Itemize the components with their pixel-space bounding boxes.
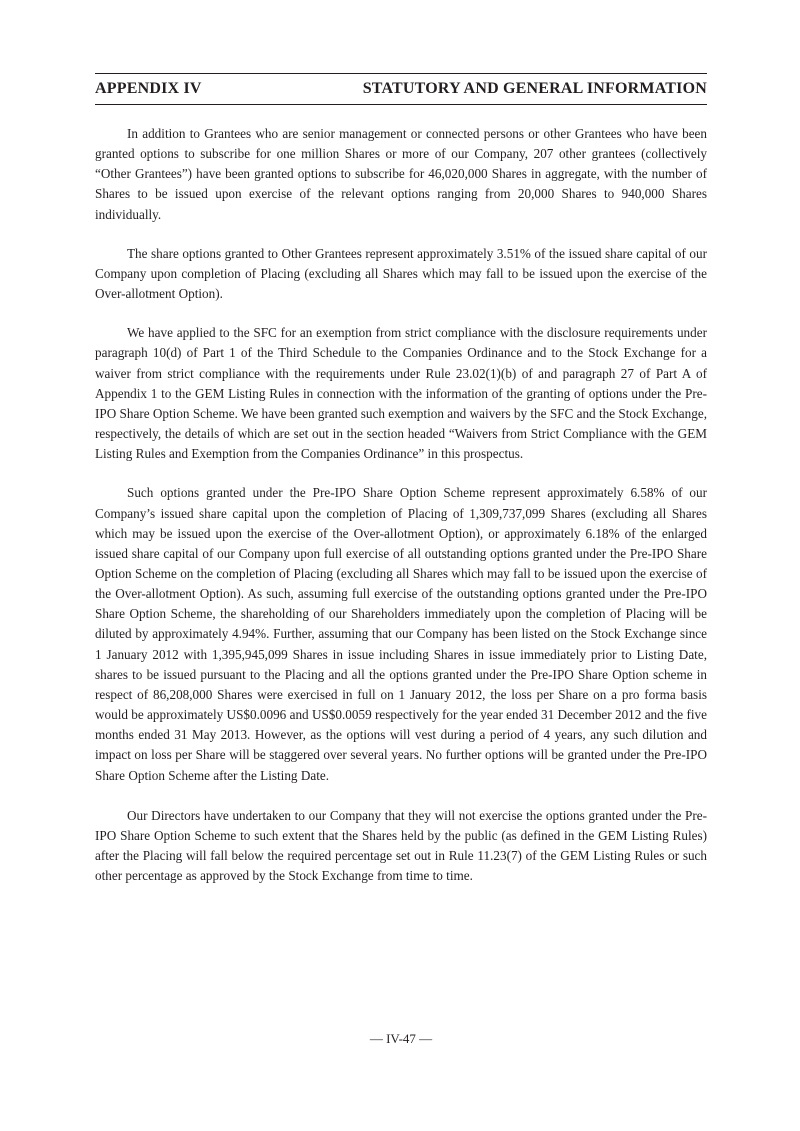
header-section-title: STATUTORY AND GENERAL INFORMATION	[362, 80, 707, 97]
paragraph-share-percentage: The share options granted to Other Grantees represent approximately 3.51% of the issued share capital of our Company upon completion of Placing (excluding all Shares which may fall to be issued upon the exercise of the Over-allotment Option).	[95, 245, 707, 302]
page-number: — IV-47 —	[369, 1031, 433, 1046]
paragraph-dilution: Such options granted under the Pre-IPO Share Option Scheme represent approximately 6.58% of our Company’s issued share capital upon the completion of Placing of 1,309,737,099 Shares (excluding all Shares which may be issued upon the exercise of the Over-allotment Option), or approximately 6.18% of the enlarged issued share capital of our Company upon full exercise of all outstanding options granted under the Pre-IPO Share Option Scheme on the completion of Placing (excluding all Shares which may fall to be issued upon the exercise of the Over-allotment Option). As such, assuming full exercise of the outstanding options granted under the Pre-IPO Share Option Scheme, the shareholding of our Shareholders immediately upon the completion of Placing will be diluted by approximately 4.94%. Further, assuming that our Company has been listed on the Stock Exchange since 1 January 2012 with 1,395,945,099 Shares in issue including Shares in issue immediately prior to Listing Date, shares to be issued pursuant to the Placing and all the options granted under the Pre-IPO Share Option scheme in respect of 86,208,000 Shares were exercised in full on 1 January 2012, the loss per Share on a pro forma basis would be approximately US$0.0096 and US$0.0059 respectively for the year ended 31 December 2012 and the five months ended 31 May 2013. However, as the options will vest during a period of 4 years, any such dilution and impact on loss per Share will be staggered over several years. No further options will be granted under the Pre-IPO Share Option Scheme after the Listing Date.	[95, 485, 707, 783]
header-appendix-label: APPENDIX IV	[95, 80, 202, 97]
paragraph-exemption: We have applied to the SFC for an exemption from strict compliance with the disclosure requirements under paragraph 10(d) of Part 1 of the Third Schedule to the Companies Ordinance and to the Stock Exchange for a waiver from strict compliance with the requirements under Rule 23.02(1)(b) of and paragraph 27 of Part A of Appendix 1 to the GEM Listing Rules in connection with the information of the granting of options under the Pre-IPO Share Option Scheme. We have been granted such exemption and waivers by the SFC and the Stock Exchange, respectively, the details of which are set out in the section headed “Waivers from Strict Compliance with the GEM Listing Rules and Exemption from the Companies Ordinance” in this prospectus.	[95, 325, 707, 462]
body-text	[95, 124, 707, 906]
paragraph-directors-undertaking: Our Directors have undertaken to our Company that they will not exercise the options granted under the Pre-IPO Share Option Scheme to such extent that the Shares held by the public (as defined in the GEM Listing Rules) after the Placing will fall below the required percentage set out in Rule 11.23(7) of the GEM Listing Rules or such other percentage as approved by the Stock Exchange from time to time.	[95, 807, 707, 884]
header-top-rule	[95, 73, 707, 74]
header-bottom-rule	[95, 104, 707, 105]
document-page	[95, 0, 707, 1131]
running-header	[95, 78, 707, 100]
paragraph-other-grantees: In addition to Grantees who are senior management or connected persons or other Grantees who have been granted options to subscribe for one million Shares or more of our Company, 207 other grantees (collectively “Other Grantees”) have been granted options to subscribe for 46,020,000 Shares in aggregate, with the number of Shares to be issued upon exercise of the relevant options ranging from 20,000 Shares to 940,000 Shares individually.	[95, 126, 707, 222]
